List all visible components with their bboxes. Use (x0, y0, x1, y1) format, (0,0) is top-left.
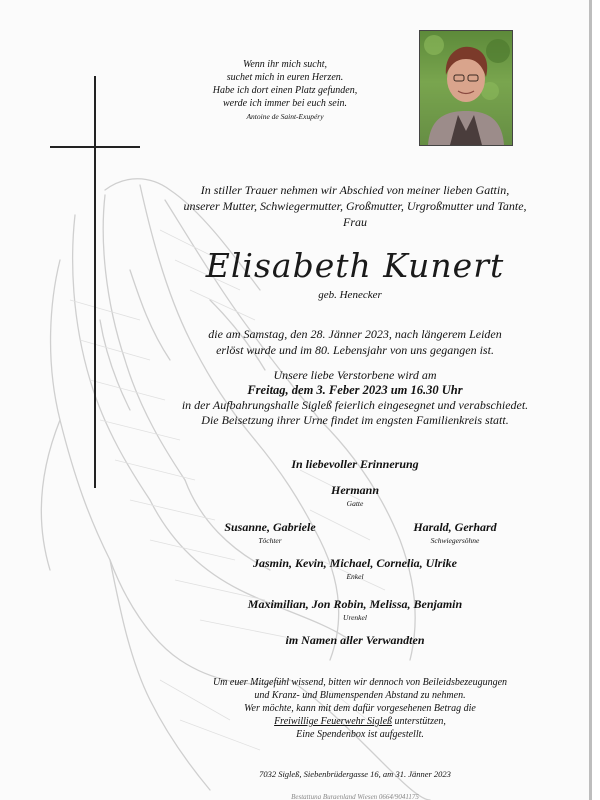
death-line: die am Samstag, den 28. Jänner 2023, nach längerem Leiden (208, 327, 502, 341)
quote-line: Wenn ihr mich sucht, (242, 59, 328, 70)
quote-author: Antoine de Saint-Exupéry (246, 112, 324, 121)
intro-line: unserer Mutter, Schwiegermutter, Großmutter, Urgroßmutter und Tante, (183, 199, 527, 213)
quote-line: Habe ich dort einen Platz gefunden, (212, 85, 358, 96)
memorial-quote (170, 58, 400, 123)
intro-line: Frau (343, 215, 367, 229)
funeral-line: Die Beisetzung ihrer Urne findet im engsten Familienkreis statt. (201, 413, 509, 427)
death-notice (150, 326, 560, 358)
request-line: Eine Spendenbox ist aufgestellt. (296, 729, 424, 740)
family-names: Maximilian, Jon Robin, Melissa, Benjamin (247, 597, 463, 611)
footer-address-date: 7032 Sigleß, Siebenbrüdergasse 16, am 31. Jänner 2023 (259, 769, 451, 779)
request-line: und Kranz- und Blumenspenden Abstand zu nehmen. (254, 690, 466, 701)
request-line (160, 715, 560, 728)
memory-heading: In liebevoller Erinnerung (291, 457, 419, 471)
funeral-date-time: Freitag, dem 3. Feber 2023 um 16.30 Uhr (247, 383, 463, 397)
request-line-rest: unterstützen, (392, 716, 446, 727)
funeral-line: Unsere liebe Verstorbene wird am (273, 368, 437, 382)
quote-line: suchet mich in euren Herzen. (226, 72, 344, 83)
family-role: Enkel (346, 572, 364, 581)
family-names: Susanne, Gabriele (224, 520, 316, 534)
footer-cut-off-line: Bestattung Burgenland Wiesen 0664/9041175 (291, 793, 419, 799)
death-line: erlöst wurde und im 80. Lebensjahr von uns gegangen ist. (216, 343, 494, 357)
funeral-details (150, 368, 560, 428)
deceased-portrait-photo (419, 30, 513, 146)
intro-text (150, 182, 560, 230)
family-role: Töchter (258, 536, 282, 545)
family-role: Gatte (346, 499, 364, 508)
family-sons-in-law (385, 520, 525, 545)
funeral-line: in der Aufbahrungshalle Sigleß feierlich eingesegnet und verabschiedet. (181, 398, 529, 412)
fire-brigade-name: Freiwillige Feuerwehr Sigleß (274, 716, 393, 727)
donation-request (160, 676, 560, 741)
family-role: Schwiegersöhne (430, 536, 480, 545)
family-names: Harald, Gerhard (413, 520, 497, 534)
family-grandchildren (215, 556, 495, 581)
family-role: Urenkel (343, 613, 367, 622)
request-line: Um euer Mitgefühl wissend, bitten wir dennoch von Beileidsbezeugungen (212, 677, 508, 688)
quote-line: werde ich immer bei euch sein. (222, 98, 348, 109)
cross-vertical-bar (94, 76, 96, 488)
birth-name: geb. Henecker (318, 289, 382, 301)
family-names: Jasmin, Kevin, Michael, Cornelia, Ulrike (252, 556, 457, 570)
intro-line: In stiller Trauer nehmen wir Abschied von meiner lieben Gattin, (200, 183, 510, 197)
closing-line: im Namen aller Verwandten (285, 633, 425, 647)
family-husband (280, 483, 430, 508)
family-great-grandchildren (210, 597, 500, 622)
cross-horizontal-bar (50, 146, 140, 148)
deceased-name: Elisabeth Kunert (205, 246, 505, 285)
family-daughters (200, 520, 340, 545)
request-line: Wer möchte, kann mit dem dafür vorgesehenen Betrag die (244, 703, 476, 714)
family-names: Hermann (330, 483, 379, 497)
